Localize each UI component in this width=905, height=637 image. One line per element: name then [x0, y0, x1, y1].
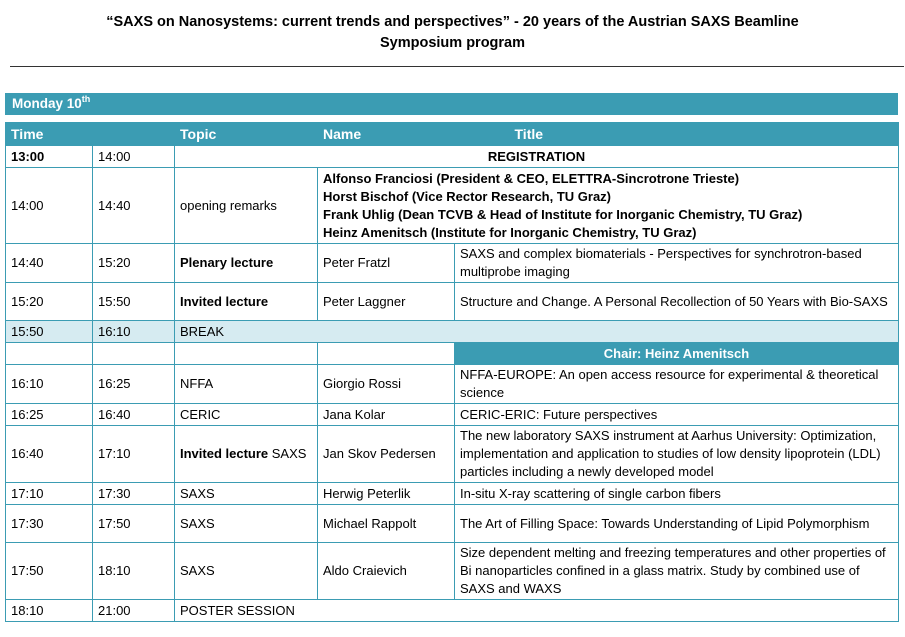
table-header-row: [6, 123, 899, 146]
end-time: 15:20: [93, 244, 175, 283]
end-time: 15:50: [93, 283, 175, 321]
topic: CERIC: [175, 404, 318, 426]
document-title: “SAXS on Nanosystems: current trends and perspectives” - 20 years of the Austrian SAXS Beamline: [106, 14, 799, 30]
start-time: 14:00: [6, 168, 93, 244]
start-time: 16:40: [6, 426, 93, 483]
day-label: Monday 10: [12, 96, 82, 111]
topic: Plenary lecture: [175, 244, 318, 283]
speaker-name: Aldo Craievich: [318, 543, 455, 600]
start-time: 17:10: [6, 483, 93, 505]
end-time: 14:40: [93, 168, 175, 244]
table-row: [6, 426, 899, 483]
start-time: 15:50: [6, 321, 93, 343]
empty-cell: [93, 343, 175, 365]
chair-row: [6, 343, 899, 365]
topic: SAXS: [175, 505, 318, 543]
header-divider: [10, 66, 904, 67]
registration-label: REGISTRATION: [175, 146, 899, 168]
table-row: [6, 404, 899, 426]
document-subtitle: Symposium program: [379, 35, 526, 51]
speaker-name: Herwig Peterlik: [318, 483, 455, 505]
speaker-line: Alfonso Franciosi (President & CEO, ELETTRA-Sincrotrone Trieste): [323, 170, 740, 186]
break-row: [6, 321, 899, 343]
topic: NFFA: [175, 365, 318, 404]
col-header-title: Title: [455, 123, 677, 146]
table-row: [6, 365, 899, 404]
table-row: [6, 168, 899, 244]
start-time: 14:40: [6, 244, 93, 283]
col-header-end: [93, 123, 175, 146]
program-table: [5, 122, 899, 622]
day-heading: [5, 93, 898, 115]
end-time: 18:10: [93, 543, 175, 600]
topic: Invited lecture: [175, 283, 318, 321]
table-row: [6, 483, 899, 505]
talk-title: SAXS and complex biomaterials - Perspectives for synchrotron-based multiprobe imaging: [455, 244, 899, 283]
empty-cell: [6, 343, 93, 365]
empty-cell: [318, 343, 455, 365]
end-time: 16:25: [93, 365, 175, 404]
start-time: 16:25: [6, 404, 93, 426]
table-row: [6, 505, 899, 543]
speaker-name: Peter Laggner: [318, 283, 455, 321]
table-row: [6, 600, 899, 622]
speaker-name: Giorgio Rossi: [318, 365, 455, 404]
topic: [175, 426, 318, 483]
start-time: 15:20: [6, 283, 93, 321]
table-row: [6, 146, 899, 168]
end-time: 17:30: [93, 483, 175, 505]
opening-speakers: [318, 168, 899, 244]
topic: SAXS: [175, 543, 318, 600]
end-time: 16:10: [93, 321, 175, 343]
talk-title: The new laboratory SAXS instrument at Aarhus University: Optimization, implementation and application to studies of low density lipoprotein (LDL) particles including a newly developed model: [455, 426, 899, 483]
table-row: [6, 244, 899, 283]
col-header-time: Time: [6, 123, 93, 146]
talk-title: The Art of Filling Space: Towards Understanding of Lipid Polymorphism: [455, 505, 899, 543]
end-time: 17:10: [93, 426, 175, 483]
talk-title: Size dependent melting and freezing temperatures and other properties of Bi nanoparticles confined in a glass matrix. Study by combined use of SAXS and WAXS: [455, 543, 899, 600]
talk-title: In-situ X-ray scattering of single carbon fibers: [455, 483, 899, 505]
start-time: 17:30: [6, 505, 93, 543]
col-header-name: Name: [318, 123, 455, 146]
start-time: 16:10: [6, 365, 93, 404]
end-time: 21:00: [93, 600, 175, 622]
speaker-name: Jan Skov Pedersen: [318, 426, 455, 483]
table-row: [6, 283, 899, 321]
topic-bold: Invited lecture: [180, 446, 269, 461]
col-header-extra: [677, 123, 899, 146]
talk-title: CERIC-ERIC: Future perspectives: [455, 404, 899, 426]
speaker-line: Horst Bischof (Vice Rector Research, TU Graz): [323, 188, 612, 204]
topic: POSTER SESSION: [175, 600, 899, 622]
talk-title: Structure and Change. A Personal Recollection of 50 Years with Bio-SAXS: [455, 283, 899, 321]
end-time: 14:00: [93, 146, 175, 168]
empty-cell: [175, 343, 318, 365]
end-time: 17:50: [93, 505, 175, 543]
col-header-topic: Topic: [175, 123, 318, 146]
talk-title: NFFA-EUROPE: An open access resource for experimental & theoretical science: [455, 365, 899, 404]
speaker-name: Peter Fratzl: [318, 244, 455, 283]
end-time: 16:40: [93, 404, 175, 426]
topic-rest: SAXS: [268, 446, 307, 461]
speaker-name: Jana Kolar: [318, 404, 455, 426]
table-row: [6, 543, 899, 600]
session-chair: Chair: Heinz Amenitsch: [455, 343, 899, 365]
document-header: [0, 12, 905, 54]
speaker-line: Heinz Amenitsch (Institute for Inorganic Chemistry, TU Graz): [323, 224, 697, 240]
start-time: 13:00: [6, 146, 93, 168]
start-time: 17:50: [6, 543, 93, 600]
start-time: 18:10: [6, 600, 93, 622]
topic: SAXS: [175, 483, 318, 505]
speaker-line: Frank Uhlig (Dean TCVB & Head of Institute for Inorganic Chemistry, TU Graz): [323, 206, 803, 222]
day-suffix: th: [81, 94, 91, 104]
speaker-name: Michael Rappolt: [318, 505, 455, 543]
topic: opening remarks: [175, 168, 318, 244]
break-label: BREAK: [175, 321, 899, 343]
